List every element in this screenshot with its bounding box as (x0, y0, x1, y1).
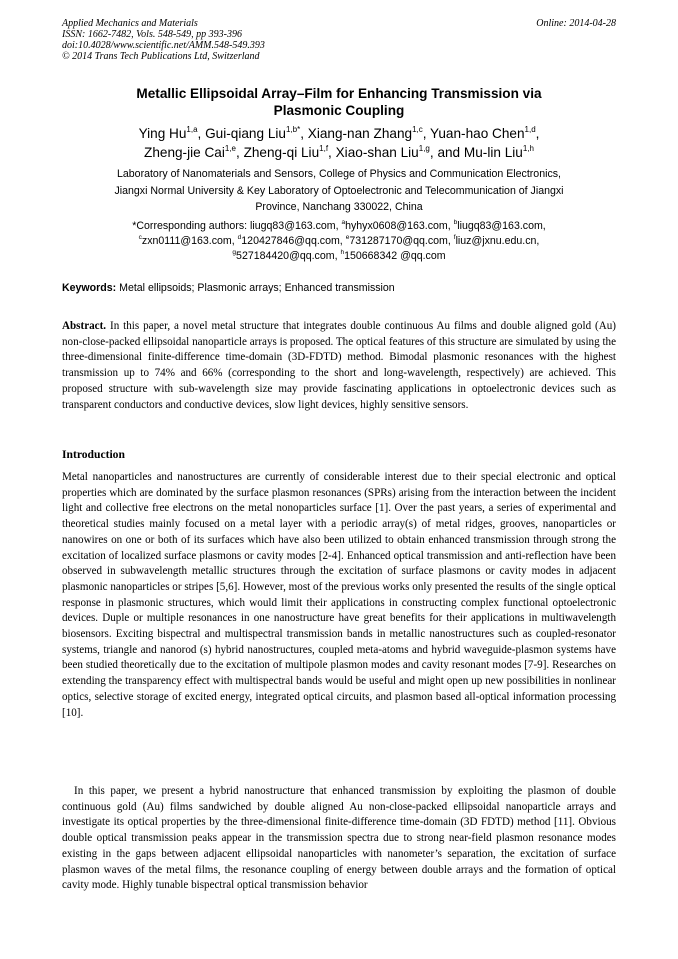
author-separator: , (236, 145, 244, 160)
email-sup: c (138, 234, 142, 241)
author-separator: , (429, 145, 438, 160)
author-sup: 1,d (524, 125, 536, 134)
journal-name: Applied Mechanics and Materials (62, 18, 198, 29)
email-sup: f (453, 234, 456, 241)
corr-line-2 (62, 234, 616, 249)
email-sup: e (345, 234, 350, 241)
copyright-line: © 2014 Trans Tech Publications Ltd, Switzerland (62, 51, 260, 62)
author-sup: 1,b* (285, 125, 301, 134)
doi-line: doi:10.4028/www.scientific.net/AMM.548-549.393 (62, 40, 265, 51)
abstract (62, 319, 616, 413)
email-sup: d (237, 234, 242, 241)
author-name: Zheng-qi Liu (243, 145, 320, 160)
author-sup: 1,c (412, 125, 423, 134)
affiliation-line-3: Province, Nanchang 330022, China (255, 201, 423, 213)
author-line-1 (62, 124, 616, 143)
author-line-2 (62, 143, 616, 162)
abstract-label: Abstract. (62, 320, 107, 332)
author-name: Gui-qiang Liu (205, 126, 286, 141)
author-separator: , (328, 145, 336, 160)
author-name: Yuan-hao Chen (430, 126, 525, 141)
abstract-text: In this paper, a novel metal structure that integrates double continuous Au films and double aligned gold (Au) non-close-packed ellipsoidal nanoparticle arrays is proposed. The optical features of this structure are simulated by using the three-dimensional finite-difference time-domain (3D-FDTD) method. Bimodal plasmonic resonances with the highest transmission up to 74% and 66% (corresponding to the short and long-wavelength, respectively) are achieved. This proposed structure with sub-wavelength size may provide fascinating applications in optoelectronic devices such as transparent conductors and conductive devices, slow light devices, highly sensitive sensors. (62, 320, 616, 411)
section-heading-introduction: Introduction (62, 448, 125, 461)
author-name: Zheng-jie Cai (144, 145, 225, 160)
email-link[interactable]: 150668342 @qq.com (344, 250, 446, 262)
email-sup: a (341, 219, 346, 226)
author-separator: , (422, 126, 431, 141)
affiliation-line-2: Jiangxi Normal University & Key Laboratory of Optoelectronic and Telecommunication of Jiangxi (114, 184, 564, 197)
intro-paragraph-2: In this paper, we present a hybrid nanostructure that enhanced transmission by exploiting the plasmon of double continuous gold (Au) films sandwiched by double aligned Au non-close-packed ellipsoidal nanoparticle arrays and investigate its optical properties by the three-dimensional finite-difference time-domain (3D FDTD) method [11]. Obvious double optical transmission peaks appear in the transmission spectra due to strong near-field plasmon resonance modes existing in the gaps between adjacent ellipsoidal nanoparticles with nanometer’s separation, the excitation of surface plasmon waves of the metal films, the resonance coupling of energy between double arrays and the formation of optical cavity mode. Highly tunable bispectral optical transmission behavior (62, 785, 616, 892)
author-and: and (437, 145, 464, 160)
title-line-2: Plasmonic Coupling (273, 103, 405, 118)
corresponding-authors (62, 219, 616, 264)
keywords (62, 281, 616, 295)
email-link[interactable]: hyhyx0608@163.com, (345, 220, 454, 232)
paper-title (62, 85, 616, 119)
keywords-text: Metal ellipsoids; Plasmonic arrays; Enhanced transmission (119, 282, 395, 294)
corr-prefix: *Corresponding authors: liugq83@163.com, (132, 220, 342, 232)
author-sup: 1,a (186, 125, 198, 134)
online-date: Online: 2014-04-28 (536, 18, 616, 29)
author-name: Xiao-shan Liu (335, 145, 419, 160)
corr-line-1 (62, 219, 616, 234)
affiliation-line-1: Laboratory of Nanomaterials and Sensors, College of Physics and Communication Electronics, (117, 168, 561, 180)
author-list (62, 124, 616, 162)
author-name: Xiang-nan Zhang (307, 126, 413, 141)
author-sup: 1,g (418, 144, 430, 153)
email-sup: h (340, 249, 345, 256)
intro-paragraph-1: Metal nanoparticles and nanostructures are currently of considerable interest due to their special electronic and optical properties which are dominated by the surface plasmon resonances (SPRs) arising from the interaction between the incident light and collective free electrons on the metal nonoparticles surface [1]. Over the past years, a series of experimental and theoretical studies mainly focused on a metal layer with a periodic array(s) of metal ridges, grooves, nanoparticles or nanowires on one or both of its surfaces which have also been utilized to obtain enhanced transmission through strong the excitation of localized surface plasmons or cavity modes [2-4]. Enhanced optical transmission and anti-reflection have been observed in subwavelength metallic structures through the excitation of surface plasmons or cavity modes in adjacent plasmonic nanoparticles or stripes [5,6]. However, most of the previous works only presented the results of the single optical response in plasmonic structures, which would limit their applications in constructing complex functional optoelectronic devices. Duple or multiple resonances in one nanostructure have great benefits for their applications in multiwavelength biosensors. Exciting bispectral and multispectral transmission bands in metallic nanostructures such as coupled-resonator systems, triangle and nanorod (s) hybrid nanostructures, coupled meta-atoms and hybrid waveguide-plasmon systems have been studied theoretically due to the excitation of multipole plasmon modes and cavity resonant modes [7-9]. Researches on extending the transparency effect with multispectral bands would be useful and might open up new possibilities in nonlinear optics, selective storage of excited energy, integrated optical circuits, and plasmon based all-optical information processing [10]. (62, 471, 616, 719)
email-sup: b (453, 219, 458, 226)
email-link[interactable]: 731287170@qq.com, (349, 235, 454, 247)
author-name: Mu-lin Liu (463, 145, 523, 160)
email-link[interactable]: liugq83@163.com, (457, 220, 546, 232)
email-link[interactable]: 120427846@qq.com, (241, 235, 346, 247)
author-separator: , (535, 126, 540, 141)
affiliation (62, 166, 616, 216)
issn-line: ISSN: 1662-7482, Vols. 548-549, pp 393-396 (62, 29, 242, 40)
author-name: Ying Hu (138, 126, 187, 141)
author-sup: 1,e (224, 144, 236, 153)
corr-line-3 (62, 249, 616, 264)
author-sup: 1,f (319, 144, 329, 153)
author-sup: 1,h (522, 144, 534, 153)
author-separator: , (300, 126, 308, 141)
keywords-label: Keywords: (62, 282, 117, 294)
email-link[interactable]: zxn0111@163.com, (141, 235, 238, 247)
email-sup: g (232, 249, 237, 256)
title-line-1: Metallic Ellipsoidal Array–Film for Enhancing Transmission via (136, 86, 542, 101)
email-link[interactable]: 527184420@qq.com, (236, 250, 341, 262)
author-separator: , (197, 126, 206, 141)
email-link[interactable]: liuz@jxnu.edu.cn, (455, 235, 540, 247)
